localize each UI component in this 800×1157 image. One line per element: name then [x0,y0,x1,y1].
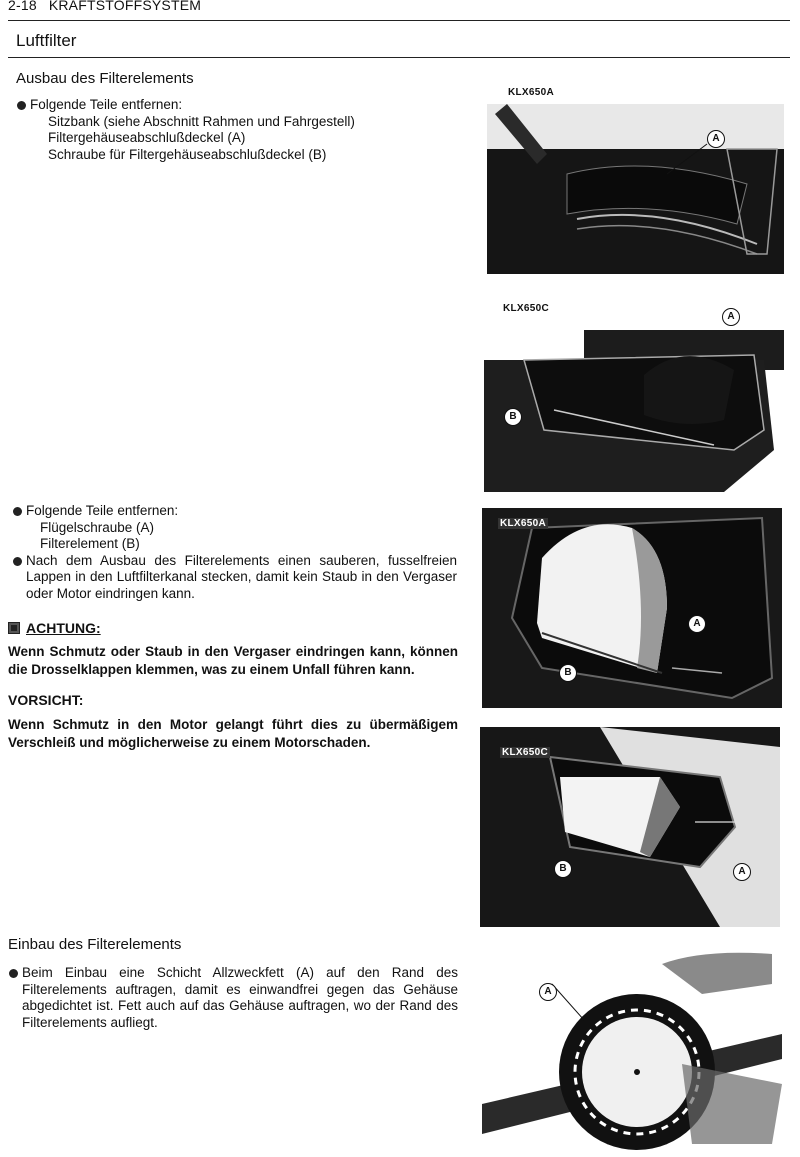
callout-a: A [539,983,557,1001]
bullet-item [16,97,456,114]
callout-a: A [722,308,740,326]
bullet-item [12,553,457,603]
caution-text: Wenn Schmutz in den Motor gelangt führt dies zu übermäßigem Verschleiß und möglicherweise zu einem Motorschaden. [8,717,458,750]
bullet-item [12,503,457,520]
bullet-item [8,965,458,1031]
step-intro: Folgende Teile entfernen: [30,97,183,112]
figure-1-photo [487,104,784,274]
step-text: Beim Einbau eine Schicht Allzweckfett (A) auf den Rand des Filterelements auftragen, damit es einwandfrei gegen das Gehäuse abgedichtet ist. Fett auch auf das Gehäuse auftragen, wo der Rand des Filterelements aufliegt. [22,965,458,1030]
figure-2-model-label: KLX650C [503,303,550,314]
parts-list [16,114,456,164]
removal-step-1 [16,97,456,163]
warning-icon [8,622,20,634]
callout-a: A [707,130,725,148]
callout-a: A [733,863,751,881]
figure-4-model-label: KLX650C [502,747,549,758]
figure-5-photo [482,944,788,1144]
figure-1-model-label: KLX650A [508,87,555,98]
installation-step-1 [8,965,458,1031]
part-item: Filtergehäuseabschlußdeckel (A) [48,130,246,145]
page-number: 2-18 [8,0,37,13]
installation-heading: Einbau des Filterelements [8,936,182,953]
part-item: Sitzbank (siehe Abschnitt Rahmen und Fahrgestell) [48,113,355,129]
callout-a: A [688,615,706,633]
part-item: Flügelschraube (A) [40,519,155,535]
warning-label [8,620,101,636]
caution-label: VORSICHT: [8,692,84,708]
section-divider [8,57,790,58]
step-text: Nach dem Ausbau des Filterelements einen sauberen, fusselfreien Lappen in den Luftfilterkanal stecken, damit kein Staub in den Vergaser oder Motor eindringen kann. [26,552,457,601]
figure-3-photo [482,508,782,708]
parts-list [12,520,457,553]
figure-3-model-label: KLX650A [500,518,547,529]
step-intro: Folgende Teile entfernen: [26,503,179,518]
removal-heading: Ausbau des Filterelements [16,70,194,87]
figure-2-photo [484,311,784,492]
part-item: Filterelement (B) [40,536,140,551]
section-title: Luftfilter [16,31,77,50]
warning-text: Wenn Schmutz oder Staub in den Vergaser eindringen kann, können die Drosselklappen klemmen, was zu einem Unfall führen kann. [8,644,458,677]
figure-4-photo [480,727,780,927]
callout-b: B [554,860,572,878]
callout-b: B [559,664,577,682]
running-header [8,0,201,13]
header-divider [8,20,790,21]
chapter-title: KRAFTSTOFFSYSTEM [48,0,202,13]
removal-step-2 [12,503,457,602]
part-item: Schraube für Filtergehäuseabschlußdeckel (B) [48,146,327,162]
warning-label-text: ACHTUNG: [26,620,101,636]
callout-b: B [504,408,522,426]
